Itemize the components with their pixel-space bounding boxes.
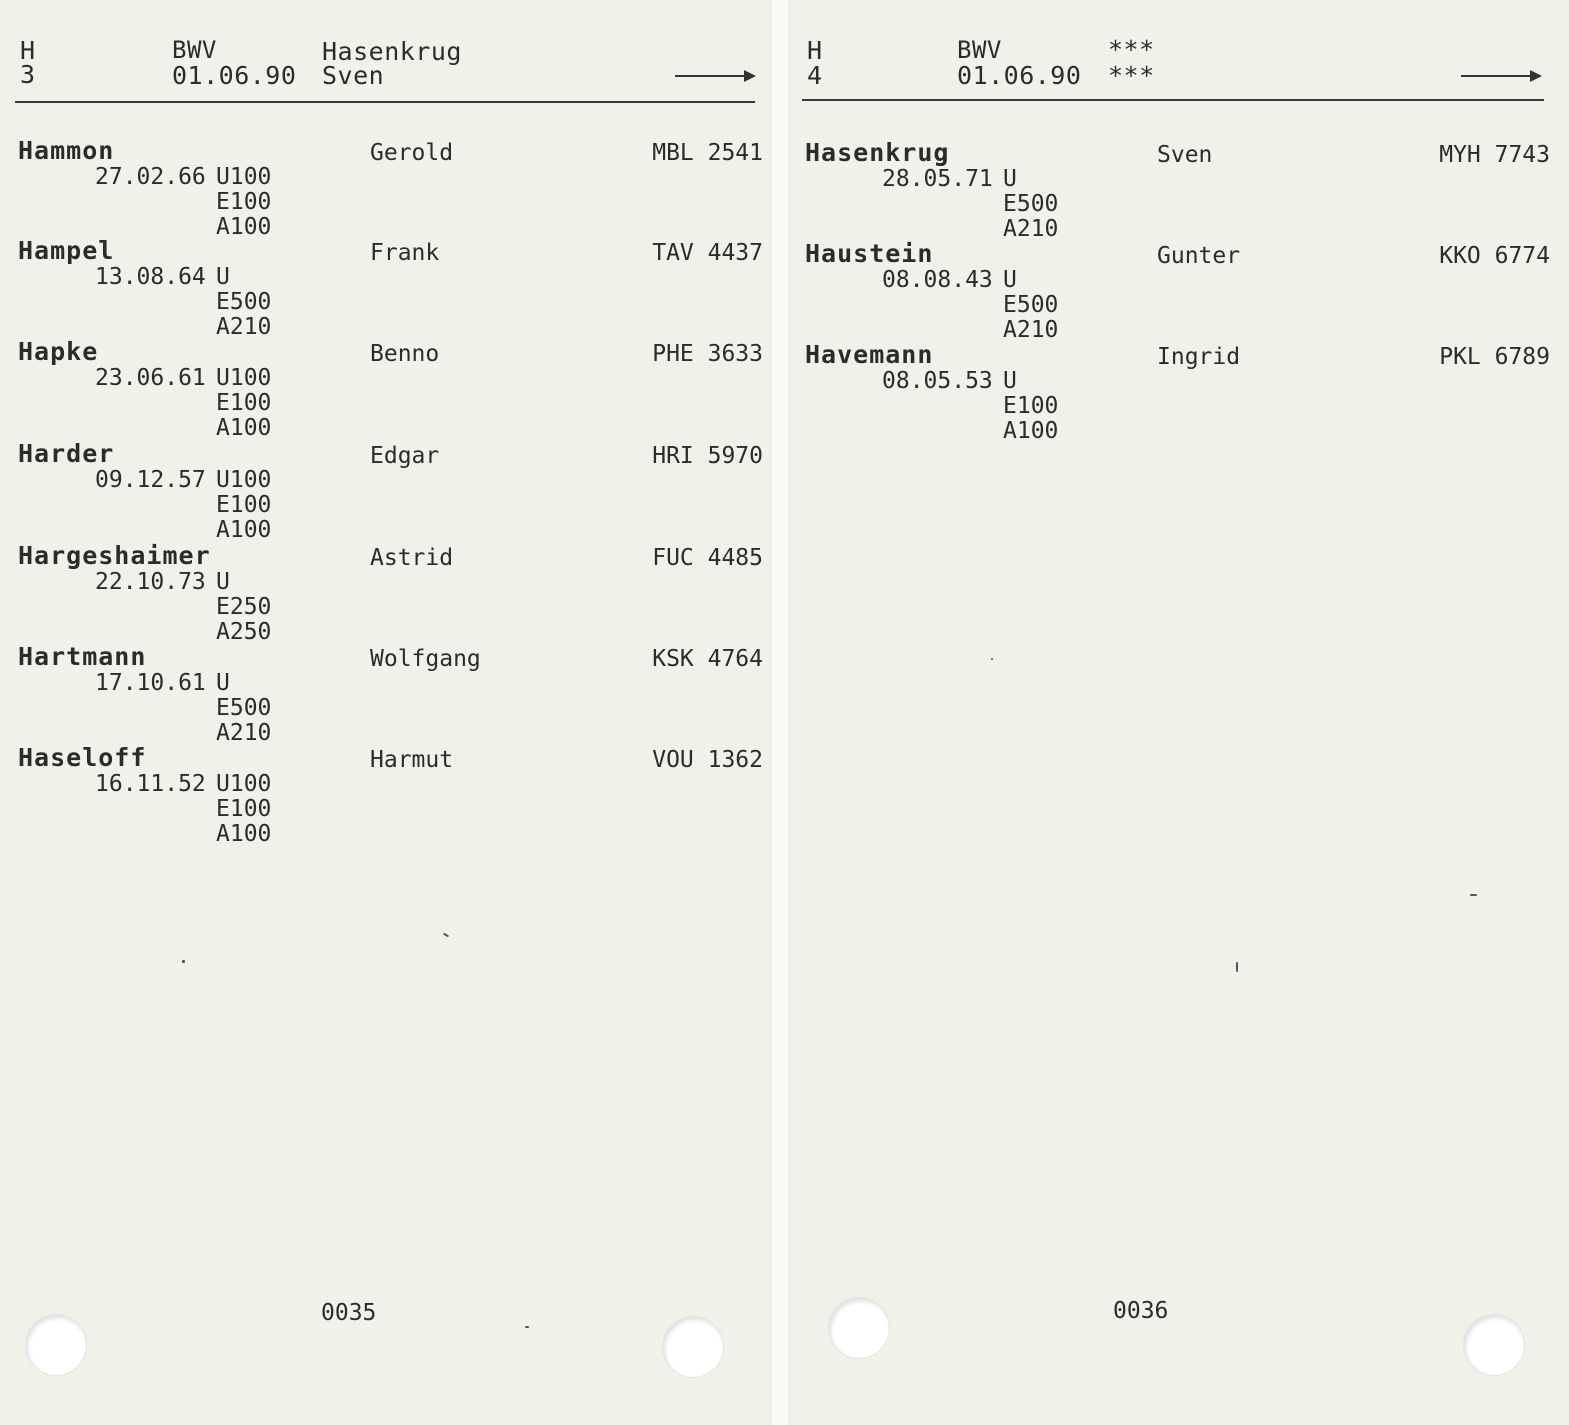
- entry-e-class: E100: [216, 796, 272, 822]
- holder-surname: Hasenkrug: [322, 37, 462, 66]
- entry-firstname: Frank: [370, 240, 440, 266]
- entry-u-class: U: [1003, 267, 1017, 293]
- entry-e-class: E100: [216, 390, 272, 416]
- paper-speck: [1236, 962, 1238, 972]
- list-item: [18, 441, 763, 542]
- entry-code: PKL 6789: [1439, 344, 1550, 370]
- entry-u-class: U100: [216, 164, 272, 190]
- entry-u-class: U: [216, 264, 230, 290]
- punch-hole: [26, 1315, 86, 1375]
- entry-e-class: E500: [1003, 292, 1059, 318]
- entry-e-class: E100: [216, 492, 272, 518]
- entry-dob: 16.11.52: [95, 771, 206, 797]
- paper-speck: [443, 933, 449, 938]
- card-right: [788, 0, 1569, 1425]
- arrow-right-icon: [675, 70, 756, 82]
- entry-a-class: A100: [1003, 418, 1059, 444]
- entry-a-class: A100: [216, 214, 272, 240]
- entry-code: HRI 5970: [652, 443, 763, 469]
- entry-dob: 09.12.57: [95, 467, 206, 493]
- holder-firstname: Sven: [322, 61, 385, 90]
- card-number: 3: [20, 60, 36, 89]
- entry-dob: 08.05.53: [882, 368, 993, 394]
- list-item: [805, 140, 1550, 241]
- entry-dob: 28.05.71: [882, 166, 993, 192]
- entry-firstname: Sven: [1157, 142, 1213, 168]
- entry-firstname: Gunter: [1157, 243, 1241, 269]
- entry-code: MBL 2541: [652, 140, 763, 166]
- org-label: BWV: [957, 36, 1002, 64]
- entry-surname: Hammon: [18, 136, 115, 165]
- entry-dob: 22.10.73: [95, 569, 206, 595]
- entry-surname: Haseloff: [18, 743, 147, 772]
- card-left: [0, 0, 772, 1425]
- entry-surname: Haustein: [805, 239, 934, 268]
- list-item: [18, 138, 763, 239]
- entry-firstname: Ingrid: [1157, 344, 1241, 370]
- list-item: [805, 241, 1550, 342]
- entry-e-class: E500: [216, 289, 272, 315]
- card-date: 01.06.90: [957, 61, 1082, 90]
- entry-a-class: A210: [1003, 216, 1059, 242]
- entry-code: VOU 1362: [652, 747, 763, 773]
- entry-u-class: U100: [216, 771, 272, 797]
- entry-surname: Hampel: [18, 236, 115, 265]
- entry-firstname: Edgar: [370, 443, 440, 469]
- header-rule: [15, 101, 755, 103]
- entry-e-class: E500: [1003, 191, 1059, 217]
- entry-surname: Hapke: [18, 337, 99, 366]
- entry-firstname: Benno: [370, 341, 440, 367]
- punch-hole: [1464, 1315, 1524, 1375]
- entry-dob: 27.02.66: [95, 164, 206, 190]
- entry-surname: Hargeshaimer: [18, 541, 211, 570]
- page-gutter: [772, 0, 788, 1425]
- entry-code: TAV 4437: [652, 240, 763, 266]
- holder-firstname: ***: [1108, 61, 1155, 90]
- entry-code: KSK 4764: [652, 646, 763, 672]
- entry-code: PHE 3633: [652, 341, 763, 367]
- entry-e-class: E100: [1003, 393, 1059, 419]
- entry-u-class: U100: [216, 365, 272, 391]
- list-item: [18, 543, 763, 644]
- entry-firstname: Gerold: [370, 140, 454, 166]
- entry-a-class: A250: [216, 619, 272, 645]
- entry-u-class: U: [1003, 166, 1017, 192]
- entry-e-class: E500: [216, 695, 272, 721]
- entry-u-class: U: [216, 670, 230, 696]
- entry-e-class: E100: [216, 189, 272, 215]
- entry-surname: Havemann: [805, 340, 934, 369]
- entry-a-class: A100: [216, 415, 272, 441]
- paper-speck: [182, 960, 185, 963]
- entry-u-class: U: [1003, 368, 1017, 394]
- list-item: [805, 342, 1550, 443]
- entry-surname: Hartmann: [18, 642, 147, 671]
- list-item: [18, 339, 763, 440]
- card-number: 4: [807, 61, 823, 90]
- entry-e-class: E250: [216, 594, 272, 620]
- page-number: 0035: [321, 1300, 377, 1326]
- page-number: 0036: [1113, 1298, 1169, 1324]
- entry-surname: Harder: [18, 439, 115, 468]
- entry-firstname: Harmut: [370, 747, 454, 773]
- entry-a-class: A210: [216, 720, 272, 746]
- entry-a-class: A210: [216, 314, 272, 340]
- entry-code: KKO 6774: [1439, 243, 1550, 269]
- entry-a-class: A210: [1003, 317, 1059, 343]
- section-letter: H: [807, 36, 823, 65]
- entry-dob: 23.06.61: [95, 365, 206, 391]
- punch-hole: [829, 1298, 889, 1358]
- entry-a-class: A100: [216, 821, 272, 847]
- entry-u-class: U: [216, 569, 230, 595]
- entry-firstname: Astrid: [370, 545, 454, 571]
- entry-firstname: Wolfgang: [370, 646, 481, 672]
- punch-hole: [663, 1317, 723, 1377]
- paper-speck: [991, 658, 993, 660]
- entry-a-class: A100: [216, 517, 272, 543]
- org-label: BWV: [172, 36, 217, 64]
- paper-speck: [1470, 894, 1477, 896]
- list-item: [18, 745, 763, 846]
- list-item: [18, 644, 763, 745]
- section-letter: H: [20, 36, 36, 65]
- entry-surname: Hasenkrug: [805, 138, 950, 167]
- entry-dob: 08.08.43: [882, 267, 993, 293]
- entry-u-class: U100: [216, 467, 272, 493]
- list-item: [18, 238, 763, 339]
- paper-speck: [525, 1326, 529, 1328]
- arrow-right-icon: [1461, 70, 1542, 82]
- header-rule: [802, 99, 1544, 101]
- holder-surname: ***: [1108, 35, 1155, 64]
- card-date: 01.06.90: [172, 61, 297, 90]
- entry-dob: 13.08.64: [95, 264, 206, 290]
- entry-code: MYH 7743: [1439, 142, 1550, 168]
- entry-code: FUC 4485: [652, 545, 763, 571]
- entry-dob: 17.10.61: [95, 670, 206, 696]
